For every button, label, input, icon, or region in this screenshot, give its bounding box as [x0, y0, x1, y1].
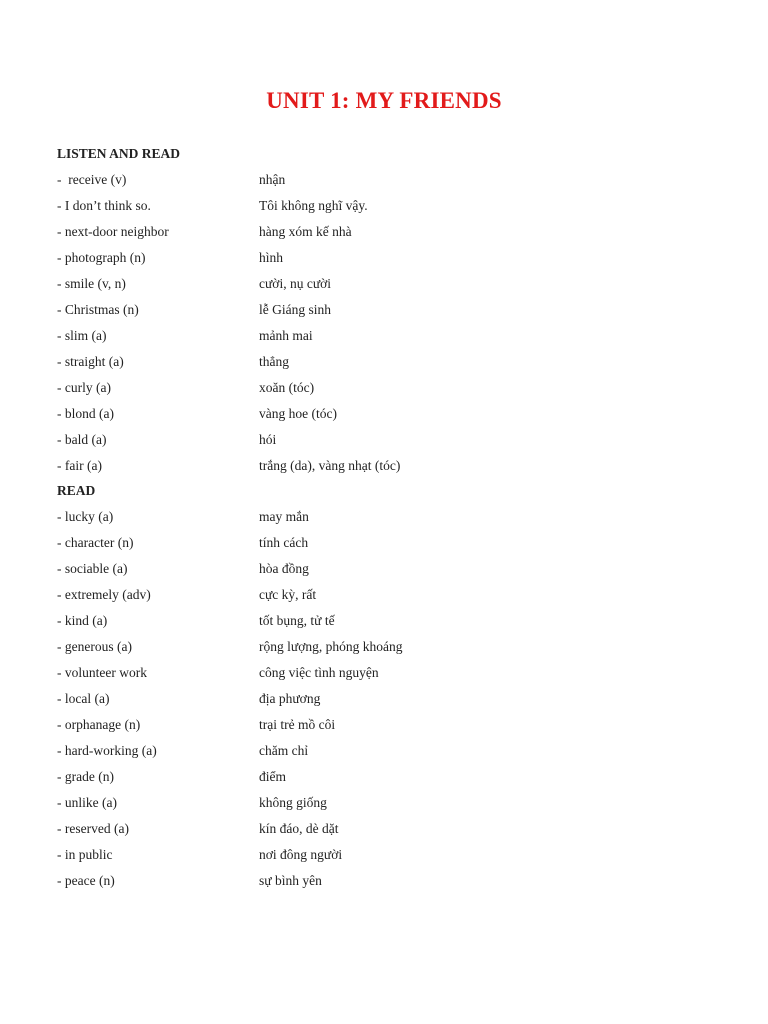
- vocab-term: - straight (a): [57, 354, 124, 369]
- vocab-term: - grade (n): [57, 769, 114, 784]
- vocab-meaning: tính cách: [259, 535, 309, 550]
- vocab-meaning: điểm: [259, 769, 286, 784]
- vocab-meaning: may mắn: [259, 509, 309, 524]
- section-heading: LISTEN AND READ: [57, 146, 181, 161]
- vocab-row: [0, 458, 768, 484]
- vocab-term: - fair (a): [57, 458, 102, 473]
- vocab-meaning: lễ Giáng sinh: [259, 302, 331, 317]
- vocab-meaning: hói: [259, 432, 277, 447]
- vocab-row: [0, 198, 768, 224]
- vocab-meaning: nhận: [259, 172, 286, 187]
- vocab-meaning: Tôi không nghĩ vậy.: [259, 198, 368, 213]
- vocab-term: - receive (v): [57, 172, 127, 187]
- vocab-meaning: cười, nụ cười: [259, 276, 332, 291]
- vocab-meaning: trắng (da), vàng nhạt (tóc): [259, 458, 401, 473]
- vocab-row: [0, 561, 768, 587]
- vocab-term: - photograph (n): [57, 250, 146, 265]
- vocab-meaning: kín đáo, dè dặt: [259, 821, 339, 836]
- vocab-row: [0, 821, 768, 847]
- vocab-row: [0, 224, 768, 250]
- vocab-term: - orphanage (n): [57, 717, 141, 732]
- vocab-meaning: thẳng: [259, 354, 289, 369]
- vocab-meaning: hình: [259, 250, 284, 265]
- vocab-meaning: công việc tình nguyện: [259, 665, 379, 680]
- vocab-term: - volunteer work: [57, 665, 147, 680]
- section-heading: READ: [57, 483, 96, 498]
- vocab-row: [0, 717, 768, 743]
- vocab-row: [0, 873, 768, 899]
- vocab-term: - next-door neighbor: [57, 224, 169, 239]
- vocab-term: - peace (n): [57, 873, 115, 888]
- vocab-term: - reserved (a): [57, 821, 129, 836]
- vocab-meaning: không giống: [259, 795, 327, 810]
- vocab-row: [0, 587, 768, 613]
- vocab-row: [0, 432, 768, 458]
- vocab-term: - Christmas (n): [57, 302, 139, 317]
- vocab-term: - smile (v, n): [57, 276, 126, 291]
- vocab-row: [0, 328, 768, 354]
- vocab-row: [0, 613, 768, 639]
- vocab-term: - bald (a): [57, 432, 107, 447]
- vocab-row: [0, 743, 768, 769]
- page-title: UNIT 1: MY FRIENDS: [266, 88, 502, 113]
- vocab-meaning: hòa đồng: [259, 561, 309, 576]
- vocab-meaning: nơi đông người: [259, 847, 343, 862]
- vocab-row: [0, 276, 768, 302]
- vocab-term: - character (n): [57, 535, 134, 550]
- vocab-term: - lucky (a): [57, 509, 114, 524]
- vocab-row: [0, 509, 768, 535]
- vocab-row: [0, 406, 768, 432]
- vocab-meaning: chăm chỉ: [259, 743, 309, 758]
- vocab-term: - hard-working (a): [57, 743, 157, 758]
- vocab-term: - I don’t think so.: [57, 198, 151, 213]
- vocab-row: [0, 172, 768, 198]
- vocab-row: [0, 380, 768, 406]
- vocab-row: [0, 795, 768, 821]
- vocab-meaning: mảnh mai: [259, 328, 313, 343]
- vocab-meaning: sự bình yên: [259, 873, 322, 888]
- vocab-row: [0, 665, 768, 691]
- vocab-meaning: xoăn (tóc): [259, 380, 315, 395]
- vocab-term: - unlike (a): [57, 795, 117, 810]
- vocab-term: - in public: [57, 847, 113, 862]
- vocab-meaning: hàng xóm kế nhà: [259, 224, 352, 239]
- vocab-meaning: rộng lượng, phóng khoáng: [259, 639, 403, 654]
- vocab-row: [0, 535, 768, 561]
- vocab-term: - curly (a): [57, 380, 111, 395]
- vocab-meaning: địa phương: [259, 691, 321, 706]
- vocab-row: [0, 769, 768, 795]
- vocab-term: - slim (a): [57, 328, 107, 343]
- vocab-term: - kind (a): [57, 613, 108, 628]
- vocab-term: - generous (a): [57, 639, 132, 654]
- vocab-meaning: tốt bụng, tử tế: [259, 613, 335, 628]
- vocab-term: - blond (a): [57, 406, 114, 421]
- vocab-meaning: cực kỳ, rất: [259, 587, 317, 602]
- vocab-term: - sociable (a): [57, 561, 128, 576]
- vocab-row: [0, 639, 768, 665]
- vocab-meaning: trại trẻ mồ côi: [259, 717, 336, 732]
- vocab-row: [0, 302, 768, 328]
- vocab-row: [0, 691, 768, 717]
- vocab-row: [0, 250, 768, 276]
- vocab-row: [0, 847, 768, 873]
- vocab-meaning: vàng hoe (tóc): [259, 406, 337, 421]
- vocab-term: - local (a): [57, 691, 110, 706]
- vocab-row: [0, 354, 768, 380]
- vocab-term: - extremely (adv): [57, 587, 151, 602]
